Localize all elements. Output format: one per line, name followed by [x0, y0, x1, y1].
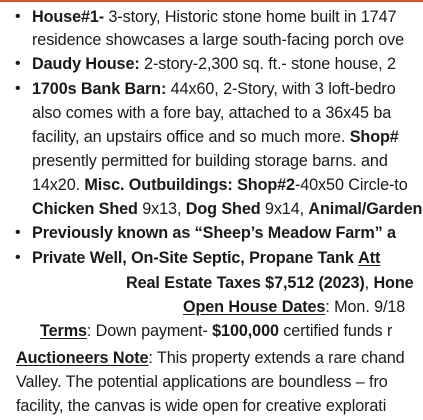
text-line [32, 247, 380, 269]
bullet-icon: • [15, 8, 21, 25]
text-run: certified funds r [278, 322, 393, 340]
text-run: : Down payment- [86, 322, 213, 340]
text-run: facility, an upstairs office and so much more. [32, 128, 350, 146]
text-run: 14x20. [32, 176, 85, 194]
text-run: Chicken Shed [32, 200, 138, 218]
text-run: 2-story-2,300 sq. ft.- stone house, 2 [139, 55, 396, 73]
text-run: residence showcases a large south-facing porch ove [32, 31, 405, 49]
text-run: Open House Dates [183, 298, 326, 316]
text-run: 9x14, [260, 200, 309, 218]
text-line [183, 296, 405, 318]
text-line [32, 150, 388, 172]
text-run: Animal/Garden [308, 200, 423, 218]
text-run: 3-story, Historic stone home built in 1747 [104, 8, 397, 26]
text-line [32, 78, 396, 100]
text-run: -40x50 Circle-to [294, 176, 408, 194]
text-run: Valley. The potential applications are boundless – fro [16, 373, 388, 391]
text-run: also comes with a fore bay, attached to a 36x45 ba [32, 104, 392, 122]
text-line [32, 174, 408, 196]
text-run: , [364, 274, 374, 292]
text-run: $100,000 [212, 322, 279, 340]
text-run: Att [358, 249, 381, 267]
text-run: Daudy House: [32, 55, 140, 73]
text-run: Shop# [349, 128, 399, 146]
text-line [32, 126, 399, 148]
text-run: Auctioneers Note [16, 349, 149, 367]
bullet-icon: • [15, 80, 21, 97]
text-line [32, 6, 396, 28]
text-run: facility, the canvas is wide open for creative explorati [16, 397, 387, 415]
text-line [126, 272, 414, 294]
bullet-icon: • [15, 249, 21, 266]
text-run: Misc. Outbuildings: Shop#2 [84, 176, 295, 194]
top-rule [0, 0, 423, 2]
text-run: 44x60, 2-Story, with 3 loft-bedro [166, 80, 396, 98]
text-line [16, 347, 405, 369]
text-line [32, 198, 422, 220]
text-line [16, 395, 386, 417]
bullet-icon: • [15, 224, 21, 241]
text-line [16, 371, 388, 393]
text-run: : This property extends a rare chand [148, 349, 405, 367]
text-run: Previously known as “Sheep’s Meadow Farm” a [32, 224, 396, 242]
text-run: : Mon. 9/18 [325, 298, 406, 316]
text-line [32, 222, 396, 244]
text-run: presently permitted for building storage barns. and [32, 152, 388, 170]
bullet-icon: • [15, 55, 21, 72]
text-line [32, 102, 391, 124]
text-run: House#1- [32, 8, 105, 26]
text-line [40, 320, 392, 342]
text-line [32, 29, 404, 51]
text-run: Dog Shed [185, 200, 261, 218]
text-run: Terms [40, 322, 87, 340]
text-run: Real Estate Taxes $7,512 (2023) [126, 274, 365, 292]
text-run: Private Well, On-Site Septic, Propane Tank [32, 249, 354, 267]
text-run: Hone [373, 274, 414, 292]
text-run: 9x13, [137, 200, 186, 218]
text-line [32, 53, 396, 75]
text-run: 1700s Bank Barn: [32, 80, 167, 98]
